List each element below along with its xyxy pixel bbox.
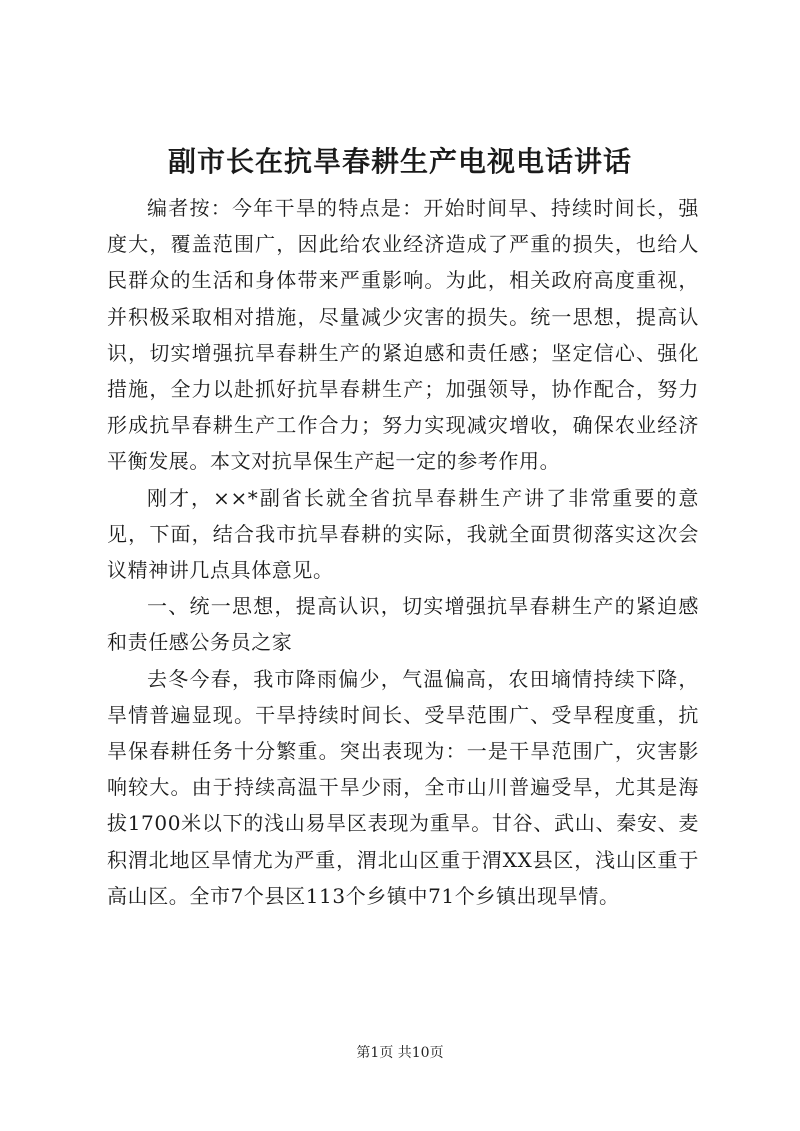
document-body — [107, 190, 699, 914]
editor-note-paragraph: 编者按：今年干旱的特点是：开始时间早、持续时间长，强度大，覆盖范围广，因此给农业经济造成了严重的损失，也给人民群众的生活和身体带来严重影响。为此，相关政府高度重视，并积极采取相对措施，尽量减少灾害的损失。统一思想，提高认识，切实增强抗旱春耕生产的紧迫感和责任感；坚定信心、强化措施，全力以赴抓好抗旱春耕生产；加强领导，协作配合，努力形成抗旱春耕生产工作合力；努力实现减灾增收，确保农业经济平衡发展。本文对抗旱保生产起一定的参考作用。 — [107, 196, 699, 474]
document-title: 副市长在抗旱春耕生产电视电话讲话 — [167, 145, 632, 178]
page-footer: 第1页 共10页 — [356, 1045, 444, 1061]
section-heading-paragraph: 一、统一思想，提高认识，切实增强抗旱春耕生产的紧迫感和责任感公务员之家 — [107, 594, 699, 655]
drought-situation-paragraph: 去冬今春，我市降雨偏少，气温偏高，农田墒情持续下降，旱情普遍显现。干旱持续时间长、受旱范围广、受旱程度重，抗旱保春耕任务十分繁重。突出表现为：一是干旱范围广，灾害影响较大。由于持续高温干旱少雨，全市山川普遍受旱，尤其是海拔1700米以下的浅山易旱区表现为重旱。甘谷、武山、秦安、麦积渭北地区旱情尤为严重，渭北山区重于渭XX县区，浅山区重于高山区。全市7个县区113个乡镇中71个乡镇出现旱情。 — [107, 666, 699, 908]
opening-paragraph: 刚才，××*副省长就全省抗旱春耕生产讲了非常重要的意见，下面，结合我市抗旱春耕的实际，我就全面贯彻落实这次会议精神讲几点具体意见。 — [107, 485, 699, 583]
